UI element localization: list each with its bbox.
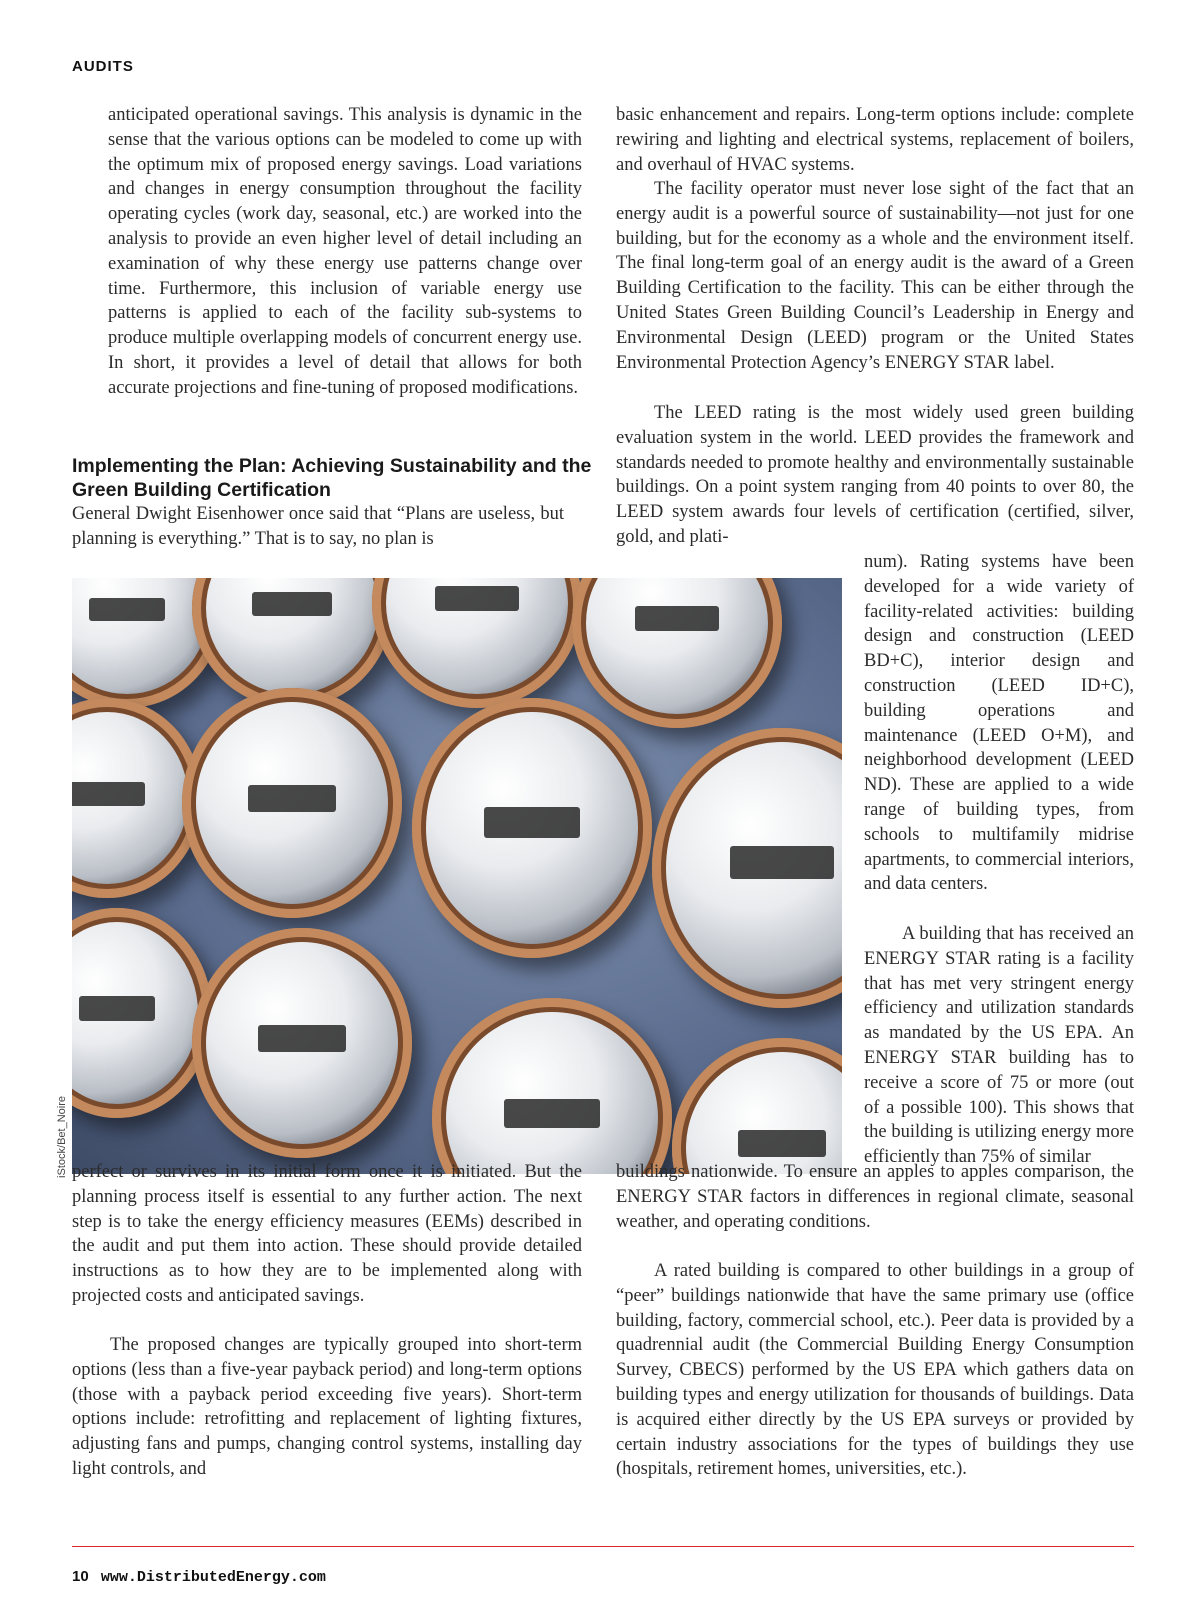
left-para-analysis: anticipated operational savings. This analysis is dynamic in the sense that the various options can be modeled to come up with the optimum mix of proposed energy savings. Load variations and changes in energy consumption throughout the facility operating cycles (work day, seasonal, etc.) are worked into the analysis to provide an even higher level of detail including an examination of why these energy use patterns change over time. Furthermore, this inclusion of variable energy use patterns is applied to each of the facility sub-systems to produce multiple overlapping models of concurrent energy use. In short, it provides a level of detail that allows for both accurate projections and fine-tuning of proposed modifications. <box>108 105 582 398</box>
right-para-leed: The LEED rating is the most widely used green building evaluation system in the world. LEED provides the framework and standards needed to promote healthy and environmentally sustainable buildings. On a point system ranging from 40 points to over 80, the LEED system awards four levels of certification (certified, silver, gold, and plati- <box>616 403 1134 547</box>
right-para-leed-continued: num). Rating systems have been developed for a wide variety of facility-related activities: building design and construction (LEED BD+C), interior design and construction (LEED ID+C), building operations and maintenance (LEED O+M), and neighborhood development (LEED ND). These are applied to a wide range of building types, from schools to multifamily midrise apartments, to commercial interiors, and data centers. <box>864 552 1134 895</box>
right-para-energystar: A building that has received an ENERGY STAR rating is a facility that has met very stringent energy efficiency and utilization standards as mandated by the US EPA. An ENERGY STAR building has to receive a score of 75 or more (out of a possible 100). This shows that the building is utilizing energy more efficiently than 75% of similar <box>864 924 1134 1168</box>
right-para-energystar-continued: buildings nationwide. To ensure an apples to apples comparison, the ENERGY STAR factors in differences in regional climate, seasonal weather, and operating conditions. <box>616 1162 1134 1232</box>
right-para-operator: The facility operator must never lose sight of the fact that an energy audit is a powerful source of sustainability—not just for one building, but for the economy as a whole and the environment itself. The final long-term goal of an energy audit is the award of a Green Building Certification to the facility. This can be either through the United States Green Building Council’s Leadership in Energy and Environmental Design (LEED) program or the United States Environmental Protection Agency’s ENERGY STAR label. <box>616 179 1134 373</box>
left-para-eisenhower: General Dwight Eisenhower once said that “Plans are useless, but planning is everything.” That is to say, no plan is <box>72 504 564 549</box>
left-para-perfect: perfect or survives in its initial form once it is initiated. But the planning process itself is essential to any further action. The next step is to take the energy efficiency measures (EEMs) described in the audit and put them into action. These should provide detailed instructions as to how they are to be implemented along with projected costs and anticipated savings. <box>72 1162 582 1306</box>
section-label: AUDITS <box>72 58 134 75</box>
page-number: 10 <box>72 1568 89 1585</box>
footer-folio <box>72 1568 326 1586</box>
website-link[interactable]: www.DistributedEnergy.com <box>100 1569 326 1586</box>
electric-meters-photo <box>72 578 842 1174</box>
left-para-proposed: The proposed changes are typically grouped into short-term options (less than a five-year payback period) and long-term options (those with a payback period exceeding five years). Short-term options include: retrofitting and replacement of lighting fixtures, adjusting fans and pumps, changing control systems, installing day light controls, and <box>72 1335 582 1479</box>
footer-rule <box>72 1546 1134 1547</box>
section-heading: Implementing the Plan: Achieving Sustainability and the Green Building Certification <box>72 455 592 501</box>
right-para-rated: A rated building is compared to other buildings in a group of “peer” buildings nationwide that have the same primary use (office building, factory, commercial school, etc.). Peer data is provided by a quadrennial audit (the Commercial Building Energy Consumption Survey, CBECS) performed by the US EPA which gathers data on building types and energy utilization for thousands of buildings. Data is acquired either directly by the US EPA surveys or provided by certain industry associations for the types of buildings they use (hospitals, retirement homes, universities, etc.). <box>616 1261 1134 1480</box>
photo-credit: iStock/Bet_Noire <box>56 1096 68 1178</box>
right-para-basic: basic enhancement and repairs. Long-term options include: complete rewiring and lighting and electrical systems, replacement of boilers, and overhaul of HVAC systems. <box>616 105 1134 175</box>
